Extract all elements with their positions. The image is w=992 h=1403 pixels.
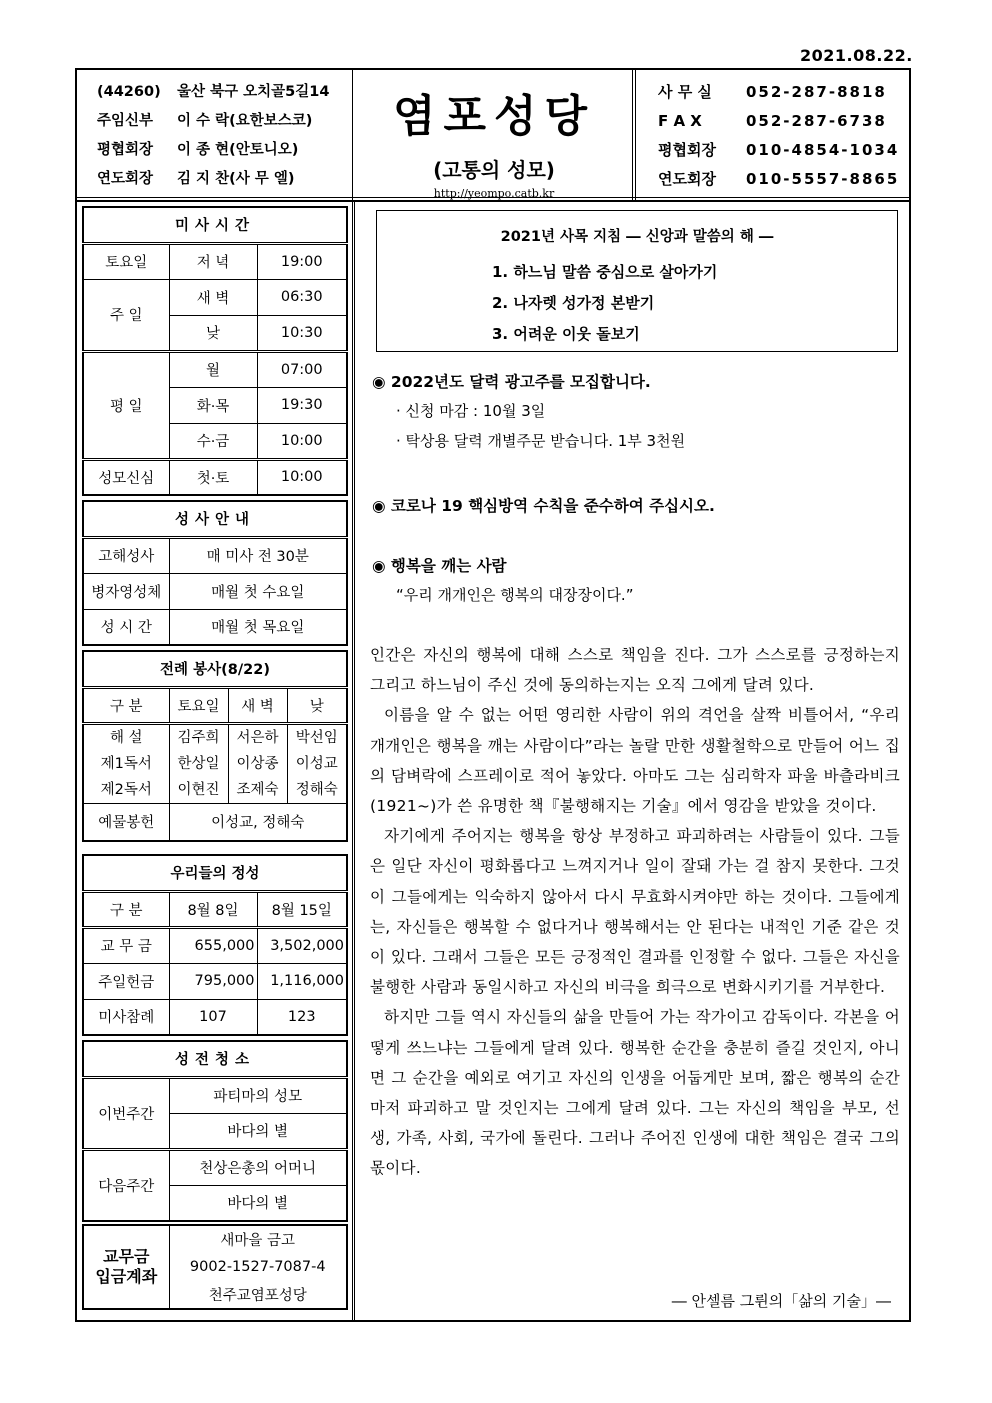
bulletin-header [75, 68, 911, 202]
account-label: 교무금 입금계좌 [83, 1225, 169, 1309]
policy-item: 2. 나자렛 성가정 본받기 [492, 294, 655, 312]
calendar-notice-title: ◉ 2022년도 달력 광고주를 모집합니다. [372, 373, 651, 391]
yeondo-row: 연도회장 김 지 찬(사 무 엘) [97, 171, 295, 187]
church-title-block [355, 70, 633, 200]
mass-times-title: 미사시간 [83, 207, 347, 243]
council-row: 평협회장 이 종 현(안토니오) [97, 142, 299, 158]
fax-number: F A X 052-287-6738 [658, 112, 887, 130]
article-paragraph: 인간은 자신의 행복에 대해 스스로 책임을 진다. 그가 스스로를 긍정하는지 그리고 하느님이 주신 것에 동의하는지는 오직 그에게 달려 있다. [370, 646, 900, 695]
policy-title: 2021년 사목 지침 ― 신앙과 말씀의 해 ― [500, 229, 774, 245]
pastoral-policy-box [376, 210, 898, 352]
sacrament-title: 성사안내 [83, 501, 347, 537]
pastor-row: 주임신부 이 수 락(요한보스코) [97, 113, 313, 129]
calendar-order: · 탁상용 달력 개별주문 받습니다. 1부 3천원 [396, 432, 686, 450]
right-column [358, 202, 909, 1320]
article-body [370, 640, 900, 1184]
calendar-deadline: · 신청 마감 : 10월 3일 [396, 402, 546, 420]
sacrament-table: 성사안내 고해성사 매 미사 전 30분 병자영성체 매월 첫 수요일 성 시 간 매월 첫 목요일 [82, 500, 348, 646]
church-url[interactable]: http://yeompo.catb.kr [433, 187, 555, 200]
article-paragraph: 하지만 그들 역시 자신들의 삶을 만들어 가는 작가이고 감독이다. 각본을 어떻게 쓰느냐는 그들에게 달려 있다. 행복한 순간을 충분히 즐길 것인지, 아니면 그 순간을 예외로 여기고 자신의 인생을 어둡게만 보며, 짧은 행복의 순간마저 파괴하고 말 것인지는 그에게 달려 있다. 그는 자신의 책임을 부모, 선생, 가족, 사회, 국가에 돌린다. 그러나 주어진 인생에 대한 책임은 결국 그의 몫이다. [370, 1008, 900, 1178]
article-source: ― 안셀름 그륀의「삶의 기술」― [671, 1292, 891, 1310]
bulletin-date: 2021.08.22. [800, 46, 913, 65]
liturgy-title: 전례 봉사(8/22) [83, 651, 347, 687]
article-paragraph: 자기에게 주어지는 행복을 항상 부정하고 파괴하려는 사람들이 있다. 그들은 일단 자신이 평화롭다고 느껴지거나 일이 잘돼 가는 걸 참지 못한다. 그것이 그들에게는 익숙하지 않아서 다시 무효화시켜야만 하는 것이다. 그들에게는, 자신들은 행복할 수 없다거나 행복해서는 안 된다는 내적인 기준 같은 것이 있다. 그래서 그들은 모든 긍정적인 결과를 인정할 수 없다. 그들은 자신을 불행한 사람과 동일시하고 자신의 비극을 희극으로 변화시키기를 거부한다. [370, 827, 900, 997]
cleaning-title: 성전청소 [83, 1041, 347, 1077]
cleaning-table: 성전청소 이번주간 파티마의 성모 바다의 별 다음주간 천상은총의 어머니 바다의 별 [82, 1040, 348, 1222]
covid-notice: ◉ 코로나 19 핵심방역 수칙을 준수하여 주십시오. [372, 497, 715, 515]
article-paragraph: 이름을 알 수 없는 어떤 영리한 사람이 위의 격언을 살짝 비틀어서, “우리 개개인은 행복을 깨는 사람이다”라는 놀랄 만한 생활철학으로 만들어 어느 집의 담벼락에 스프레이로 적어 놓았다. 아마도 그는 심리학자 파울 바츨라비크(1921~)가 쓴 유명한 책『불행해지는 기술』에서 영감을 받았을 것이다. [370, 706, 900, 816]
patron-name: (고통의 성모) [433, 158, 555, 182]
parish-info [77, 70, 353, 200]
contact-info [635, 70, 911, 200]
bulletin-body [75, 202, 911, 1322]
yeondo-phone: 연도회장 010-5557-8865 [658, 170, 900, 188]
account-table: 교무금 입금계좌 새마을 금고 9002-1527-7087-4 천주교염포성당 [82, 1224, 348, 1310]
mass-times-table: 미사시간 토요일 저 녁 19:00 주 일 새 벽 06:30 낮 10:30 평 일 월 07:00 화·목 19:30 수·금 10:00 성모신심 첫·토 10:00 [82, 206, 348, 496]
policy-item: 1. 하느님 말씀 중심으로 살아가기 [492, 263, 718, 281]
donation-table: 우리들의 정성 구 분 8월 8일 8월 15일 교 무 금 655,000 3,502,000 주일헌금 795,000 1,116,000 미사참례 107 123 [82, 854, 348, 1036]
liturgy-table: 전례 봉사(8/22) 구 분 토요일 새 벽 낮 해 설 김주희 서은하 박선임 제1독서 한상일 이상종 이성교 제2독서 이현진 조제숙 정해숙 예물봉헌 이성교, 정해숙 [82, 650, 348, 842]
policy-item: 3. 어려운 이웃 돌보기 [492, 325, 640, 343]
article-quote: “우리 개개인은 행복의 대장장이다.” [396, 586, 634, 604]
address-row: (44260) 울산 북구 오치골5길14 [97, 84, 330, 100]
article-title: ◉ 행복을 깨는 사람 [372, 557, 507, 575]
donation-title: 우리들의 정성 [83, 855, 347, 891]
church-name: 염포성당 [392, 91, 595, 142]
council-phone: 평협회장 010-4854-1034 [658, 141, 900, 159]
left-column [77, 202, 355, 1320]
office-phone: 사 무 실 052-287-8818 [658, 83, 887, 101]
